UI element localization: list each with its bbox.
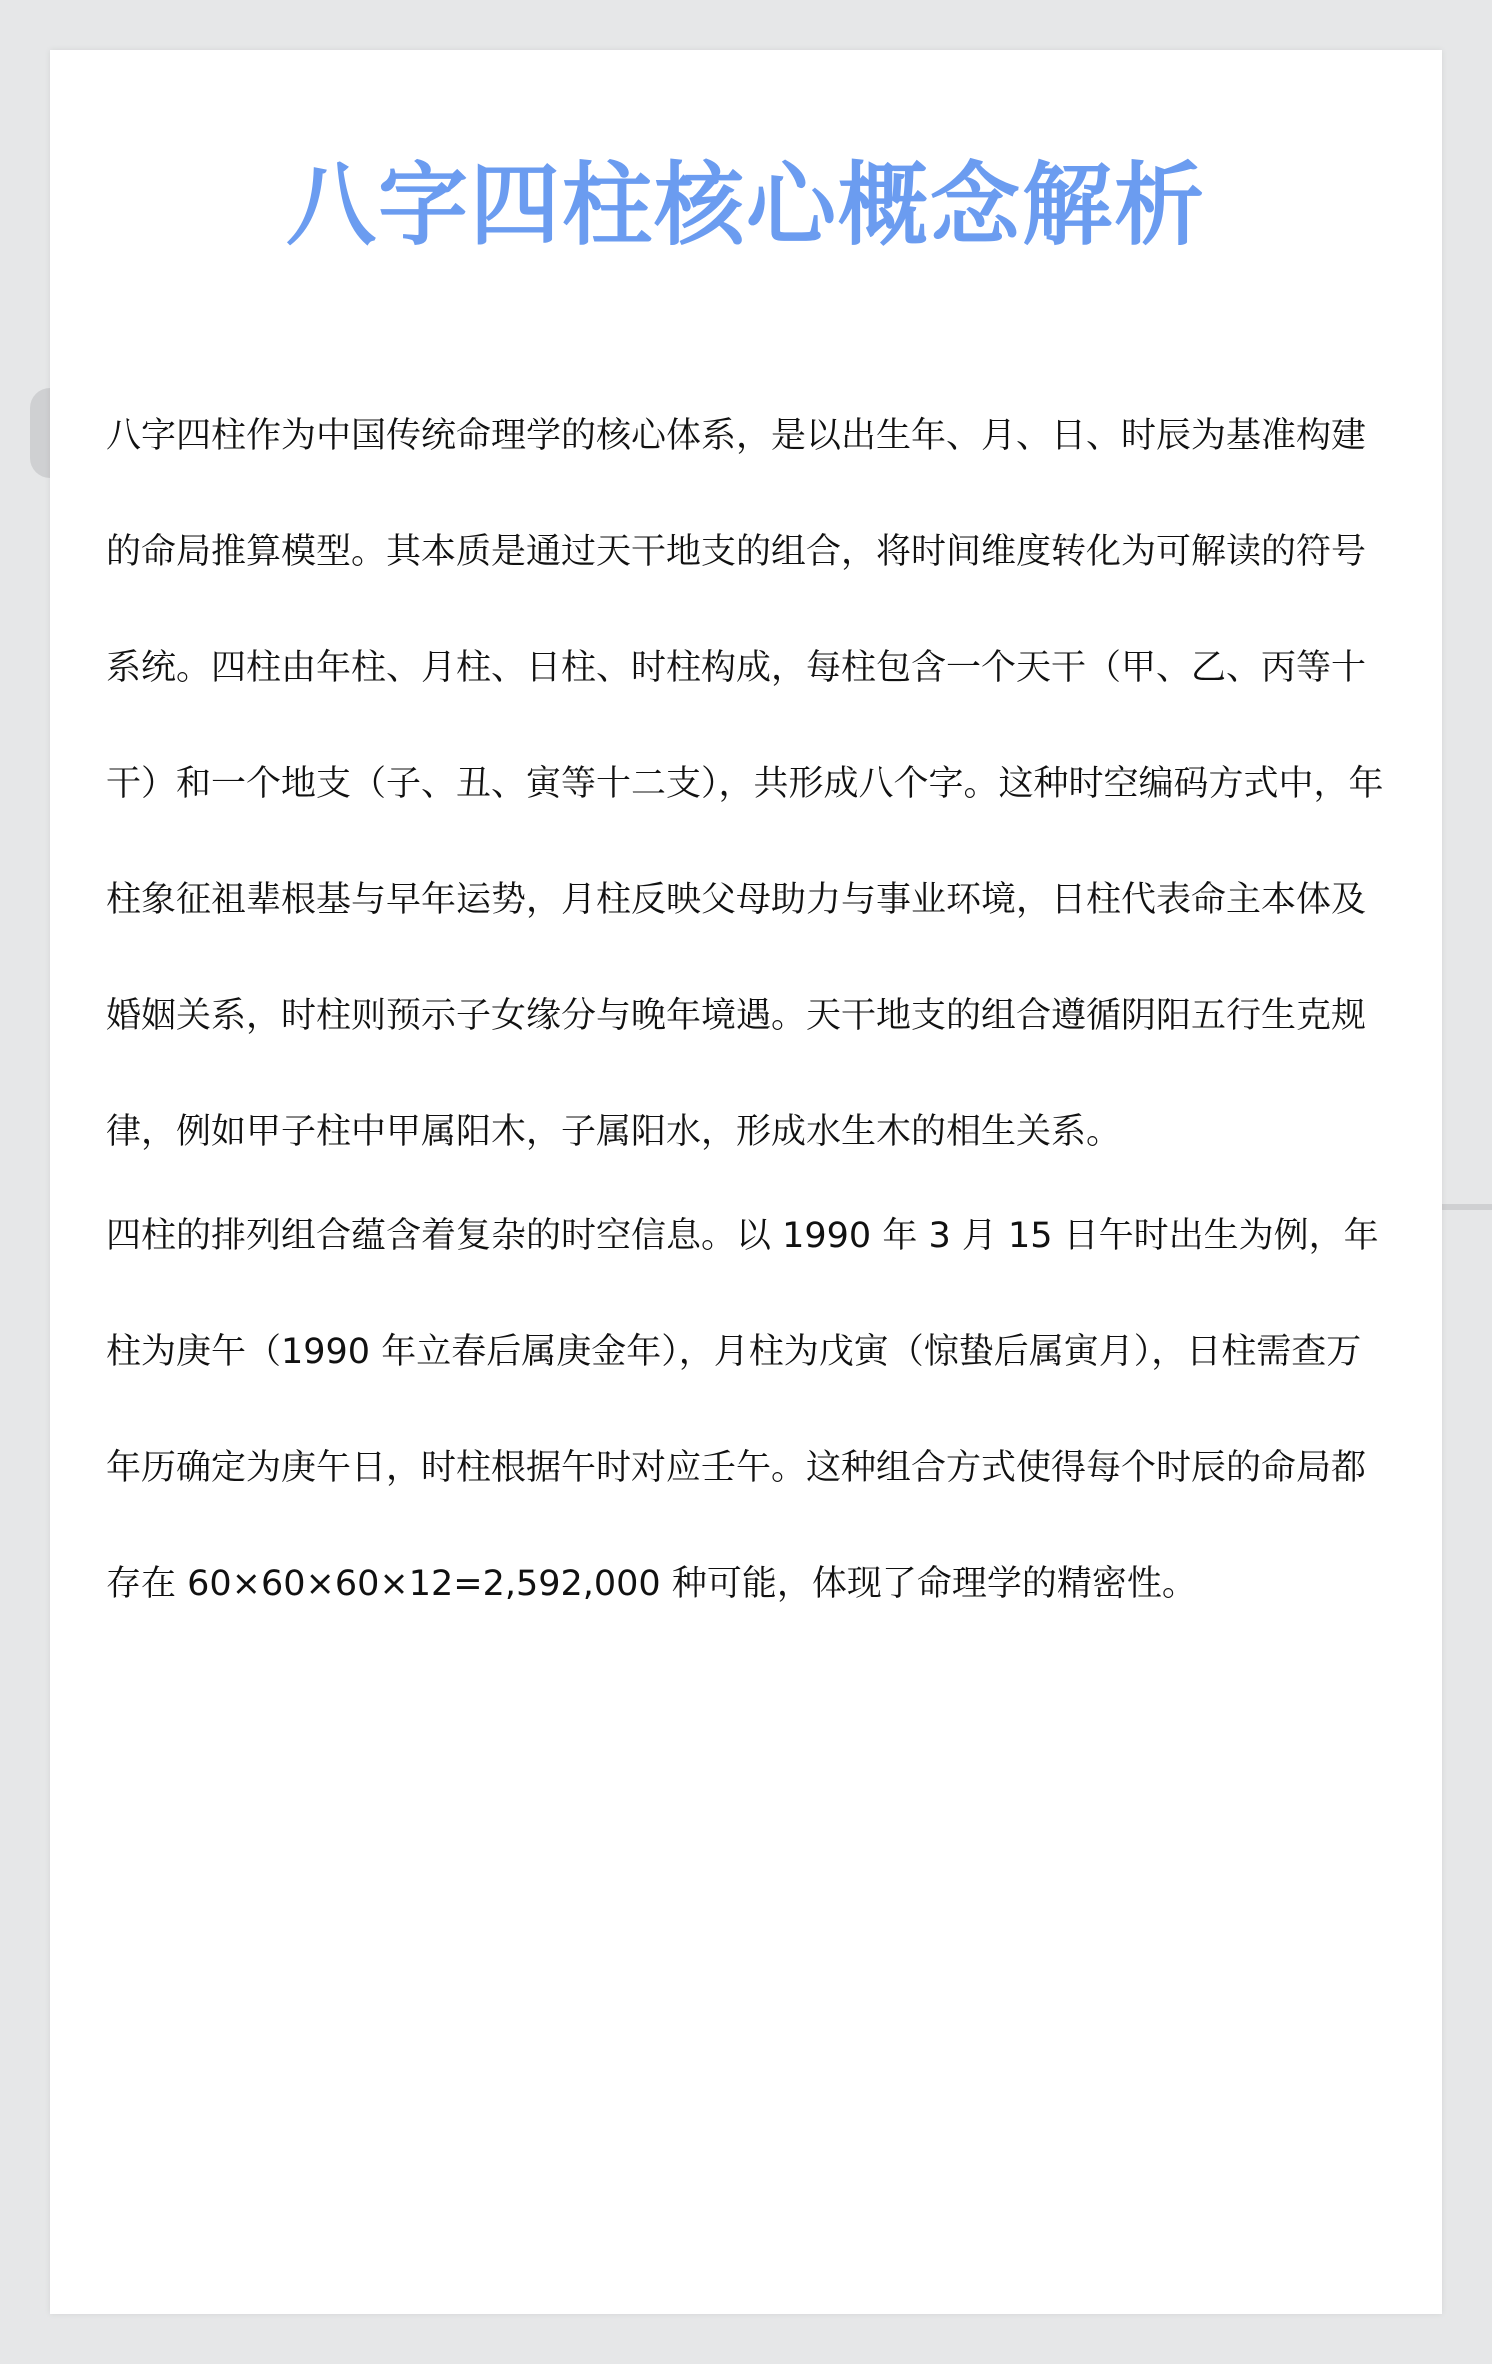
paragraph-intro: 八字四柱作为中国传统命理学的核心体系，是以出生年、月、日、时辰为基准构建的命局推算模型。其本质是通过天干地支的组合，将时间维度转化为可解读的符号系统。四柱由年柱、月柱、日柱、时柱构成，每柱包含一个天干（甲、乙、丙等十干）和一个地支（子、丑、寅等十二支），共形成八个字。这种时空编码方式中，年柱象征祖辈根基与早年运势，月柱反映父母助力与事业环境，日柱代表命主本体及婚姻关系，时柱则预示子女缘分与晚年境遇。天干地支的组合遵循阴阳五行生克规律，例如甲子柱中甲属阳木，子属阳水，形成水生木的相生关系。 <box>106 416 1384 1152</box>
paragraph-example: 四柱的排列组合蕴含着复杂的时空信息。以 1990 年 3 月 15 日午时出生为例，年柱为庚午（1990 年立春后属庚金年），月柱为戊寅（惊蛰后属寅月），日柱需查万年历确定为庚午日，时柱根据午时对应壬午。这种组合方式使得每个时辰的命局都存在 60×60×60×12=2,592,000 种可能，体现了命理学的精密性。 <box>106 1216 1379 1604</box>
background-divider <box>1442 1204 1492 1210</box>
article-body <box>106 378 1396 1642</box>
page-title: 八字四柱核心概念解析 <box>286 153 1206 258</box>
document-page <box>50 50 1442 2314</box>
